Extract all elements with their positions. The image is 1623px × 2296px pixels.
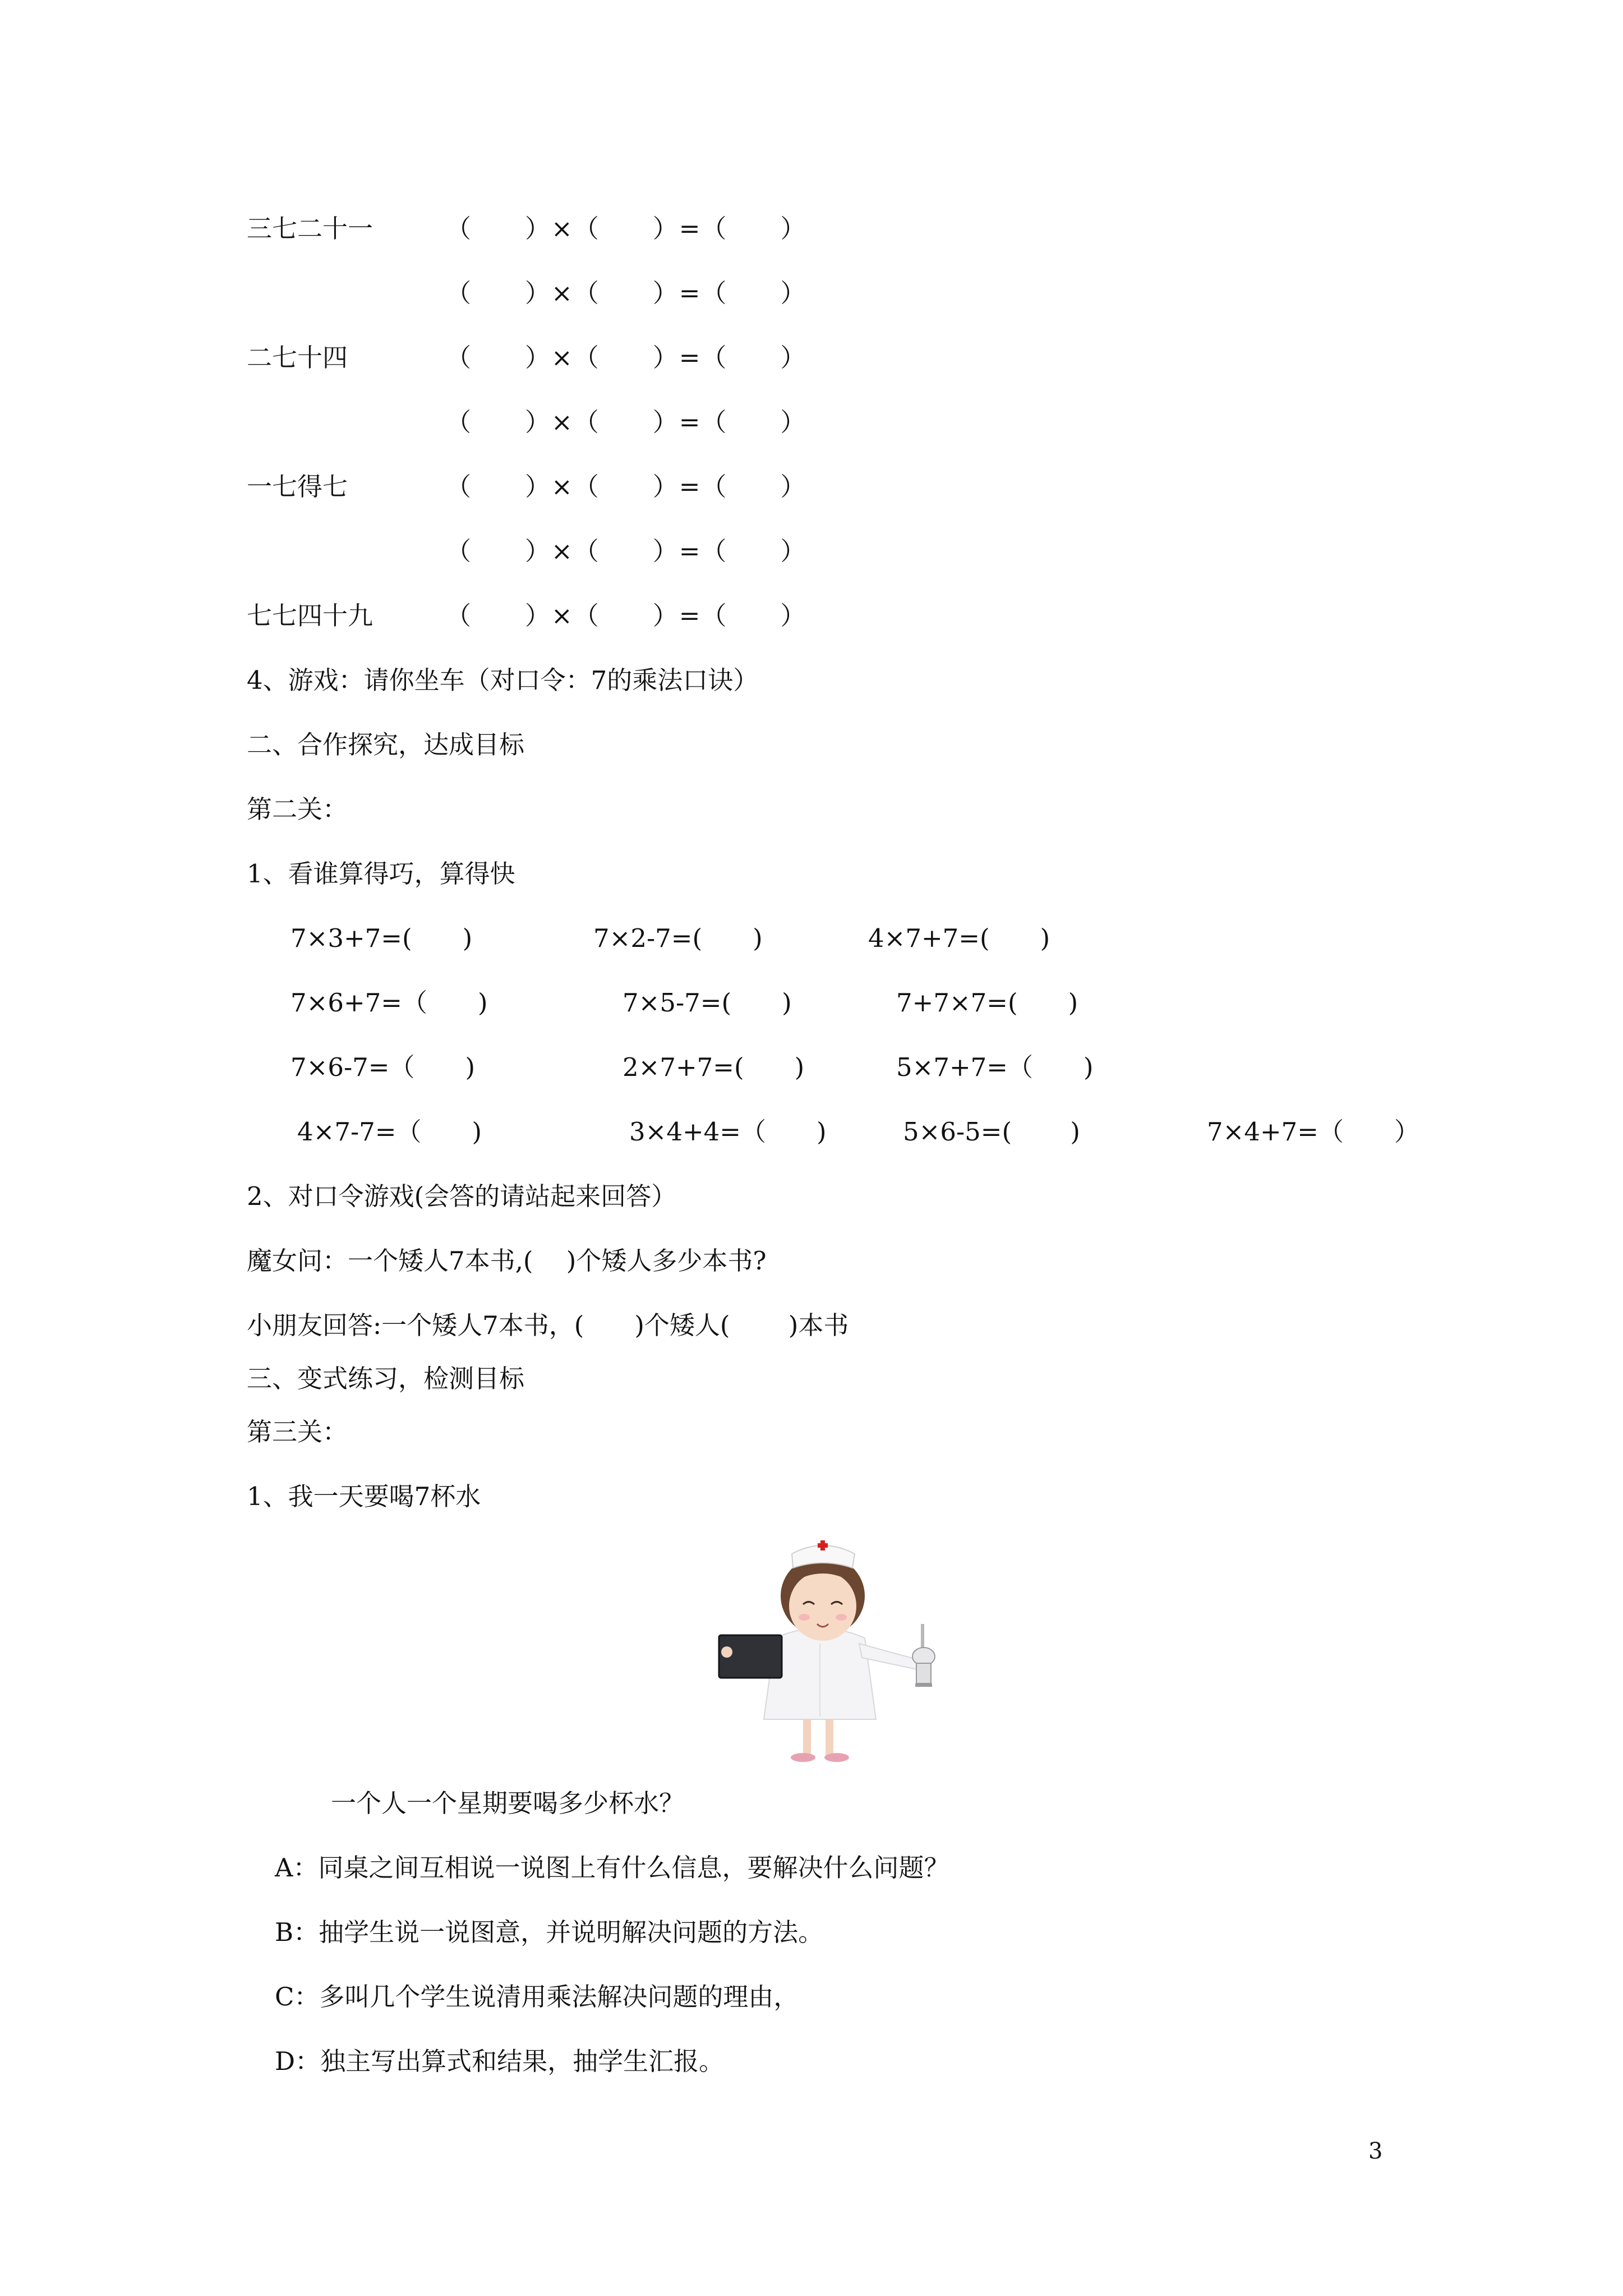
rhyme-label: 三七二十一 <box>247 214 374 243</box>
level-heading: 第三关： <box>247 1417 348 1447</box>
rhyme-label: 二七十四 <box>247 343 348 372</box>
page-number: 3 <box>1368 2138 1383 2164</box>
calc-item: 7×3+7=( ) <box>291 923 473 953</box>
section-heading: 三、变式练习，检测目标 <box>247 1364 525 1393</box>
section-heading: 二、合作探究，达成目标 <box>247 730 525 760</box>
calc-item: 7+7×7=( ) <box>896 988 1078 1018</box>
calc-item: 7×4+7=（ ） <box>1207 1117 1420 1147</box>
question-heading: 2、对口令游戏(会答的请站起来回答） <box>247 1181 677 1211</box>
question-heading: 1、我一天要喝7杯水 <box>247 1481 481 1511</box>
level-heading: 第二关： <box>247 794 348 824</box>
step-a: A：同桌之间互相说一说图上有什么信息，要解决什么问题？ <box>275 1853 949 1883</box>
calc-item: 4×7-7=（ ) <box>297 1117 482 1147</box>
rhyme-label: 七七四十九 <box>247 601 374 631</box>
calc-item: 4×7+7=( ) <box>868 923 1050 953</box>
equation-blank: （ ）×（ ）=（ ） <box>446 536 807 566</box>
calc-item: 7×6-7=（ ) <box>291 1052 476 1082</box>
step-b: B：抽学生说一说图意，并说明解决问题的方法。 <box>275 1917 824 1947</box>
calc-item: 5×7+7=（ ) <box>896 1052 1094 1082</box>
equation-blank: （ ）×（ ）=（ ） <box>446 278 807 308</box>
equation-blank: （ ）×（ ）=（ ） <box>446 472 807 501</box>
calc-item: 7×5-7=( ) <box>623 988 792 1018</box>
step-c: C：多叫几个学生说清用乘法解决问题的理由， <box>275 1982 799 2012</box>
equation-blank: （ ）×（ ）=（ ） <box>446 343 807 372</box>
calc-item: 7×6+7=（ ) <box>291 988 488 1018</box>
equation-blank: （ ）×（ ）=（ ） <box>446 407 807 437</box>
question-heading: 1、看谁算得巧，算得快 <box>247 859 515 889</box>
equation-blank: （ ）×（ ）=（ ） <box>446 601 807 631</box>
calc-item: 3×4+4=（ ) <box>629 1117 827 1147</box>
step-d: D：独主写出算式和结果，抽学生汇报。 <box>275 2046 725 2076</box>
nurse-illustration <box>708 1523 971 1770</box>
dialogue-line: 小朋友回答:一个矮人7本书，( )个矮人( )本书 <box>247 1310 849 1340</box>
game-instruction: 4、游戏：请你坐车（对口令：7的乘法口诀） <box>247 665 759 695</box>
calc-item: 7×2-7=( ) <box>593 923 763 953</box>
calc-item: 5×6-5=( ) <box>903 1117 1080 1147</box>
rhyme-label: 一七得七 <box>247 472 348 501</box>
equation-blank: （ ）×（ ）=（ ） <box>446 214 807 243</box>
water-question: 一个人一个星期要喝多少杯水？ <box>331 1788 685 1818</box>
dialogue-line: 魔女问：一个矮人7本书,( )个矮人多少本书? <box>247 1246 767 1276</box>
calc-item: 2×7+7=( ) <box>623 1052 805 1082</box>
